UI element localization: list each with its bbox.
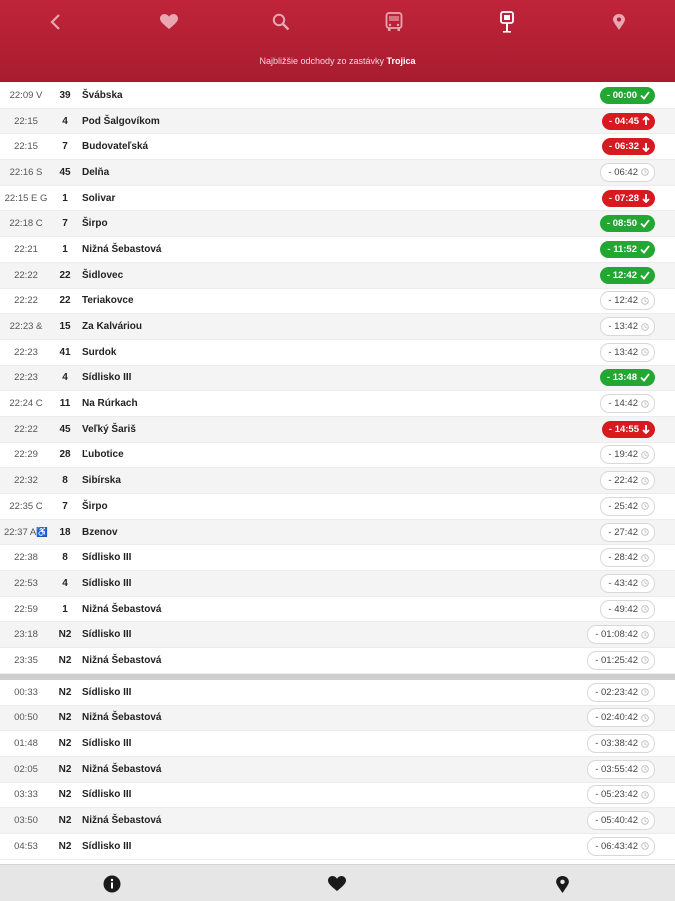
- departure-row[interactable]: [0, 263, 675, 289]
- departure-row[interactable]: [0, 731, 675, 757]
- countdown-badge: [600, 497, 655, 516]
- arrow-up-icon: [642, 116, 650, 126]
- countdown-text: - 05:40:42: [595, 815, 638, 827]
- line-number: 1: [62, 192, 68, 204]
- check-icon: [640, 219, 650, 228]
- countdown-text: - 43:42: [608, 577, 638, 589]
- countdown-text: - 03:55:42: [595, 763, 638, 775]
- clock-icon: [641, 605, 649, 613]
- clock-icon: [641, 842, 649, 850]
- top-nav: [0, 8, 675, 36]
- clock-icon: [641, 528, 649, 536]
- countdown-text: - 06:43:42: [595, 840, 638, 852]
- line-number: 45: [59, 166, 71, 178]
- countdown-text: - 03:38:42: [595, 738, 638, 750]
- departure-time: 04:53: [14, 840, 38, 852]
- countdown-badge: [587, 837, 655, 856]
- departure-row[interactable]: [0, 571, 675, 597]
- departure-row[interactable]: [0, 391, 675, 417]
- departure-row[interactable]: [0, 494, 675, 520]
- countdown-text: - 13:42: [608, 346, 638, 358]
- heart-icon: [160, 14, 178, 30]
- countdown-badge: [600, 523, 655, 542]
- line-number: N2: [58, 763, 72, 775]
- departure-time: 22:38: [14, 552, 38, 564]
- departure-row[interactable]: [0, 520, 675, 546]
- back-button[interactable]: [36, 8, 76, 36]
- clock-icon: [641, 502, 649, 510]
- line-number: 1: [62, 603, 68, 615]
- departure-time: 22:09 V: [9, 89, 43, 101]
- destination: Sídlisko III: [82, 789, 132, 801]
- clock-icon: [641, 688, 649, 696]
- search-icon: [272, 13, 290, 31]
- countdown-text: - 04:45: [608, 115, 639, 127]
- map-tab[interactable]: [552, 874, 572, 894]
- departure-time: 22:15: [14, 115, 38, 127]
- departure-time: 00:33: [14, 686, 38, 698]
- countdown-badge: [600, 574, 655, 593]
- departure-time: 22:53: [14, 577, 38, 589]
- countdown-text: - 27:42: [608, 526, 638, 538]
- destination: Veľký Šariš: [82, 423, 136, 435]
- departure-time: 03:33: [14, 789, 38, 801]
- countdown-badge: [600, 548, 655, 567]
- arrow-down-icon: [642, 142, 650, 152]
- departure-row[interactable]: [0, 109, 675, 135]
- countdown-badge: [587, 708, 655, 727]
- departure-row[interactable]: [0, 314, 675, 340]
- stop-subtitle: [0, 56, 675, 66]
- stops-button[interactable]: [487, 8, 527, 36]
- line-number: 22: [59, 295, 71, 307]
- favorites-button[interactable]: [149, 8, 189, 36]
- subtitle-prefix: Najbližšie odchody zo zastávky: [259, 56, 385, 66]
- line-number: 11: [59, 398, 71, 410]
- departure-time: 22:22: [14, 269, 38, 281]
- countdown-badge: [600, 163, 655, 182]
- countdown-text: - 01:08:42: [595, 629, 638, 641]
- countdown-badge: [600, 87, 655, 104]
- countdown-badge: [600, 471, 655, 490]
- countdown-text: - 22:42: [608, 475, 638, 487]
- departure-row[interactable]: [0, 417, 675, 443]
- departure-time: 22:59: [14, 603, 38, 615]
- countdown-badge: [587, 651, 655, 670]
- departure-row[interactable]: [0, 545, 675, 571]
- destination: Budovateľská: [82, 141, 149, 153]
- location-pin-icon: [613, 14, 625, 30]
- destination: Šidlovec: [82, 269, 124, 281]
- search-button[interactable]: [261, 8, 301, 36]
- destination: Solivar: [82, 192, 116, 204]
- countdown-text: - 49:42: [608, 603, 638, 615]
- destination: Sídlisko III: [82, 738, 132, 750]
- departure-time: 22:23: [14, 346, 38, 358]
- destination: Sídlisko III: [82, 629, 132, 641]
- departure-time: 03:50: [14, 815, 38, 827]
- destination: Ľubotice: [82, 449, 124, 461]
- countdown-text: - 05:23:42: [595, 789, 638, 801]
- arrow-down-icon: [642, 193, 650, 203]
- clock-icon: [641, 297, 649, 305]
- departure-time: 22:15 E G: [4, 192, 48, 204]
- check-icon: [640, 373, 650, 382]
- departure-row[interactable]: [0, 366, 675, 392]
- departure-row[interactable]: [0, 757, 675, 783]
- line-number: N2: [58, 629, 72, 641]
- clock-icon: [641, 656, 649, 664]
- countdown-badge: [587, 785, 655, 804]
- departures-today: [0, 83, 675, 674]
- destination: Teriakovce: [82, 295, 134, 307]
- destination: Nižná Šebastová: [82, 712, 162, 724]
- line-number: N2: [58, 789, 72, 801]
- favorites-tab[interactable]: [327, 874, 347, 894]
- destination: Na Rúrkach: [82, 398, 138, 410]
- departure-row[interactable]: [0, 237, 675, 263]
- countdown-badge: [600, 445, 655, 464]
- departure-row[interactable]: [0, 468, 675, 494]
- destination: Nižná Šebastová: [82, 815, 162, 827]
- departure-row[interactable]: [0, 83, 675, 109]
- countdown-badge: [600, 291, 655, 310]
- countdown-badge: [587, 683, 655, 702]
- departure-time: 01:48: [14, 738, 38, 750]
- departure-time: 23:35: [14, 654, 38, 666]
- line-number: 4: [62, 577, 68, 589]
- departure-time: 23:18: [14, 629, 38, 641]
- departure-time: 22:16 S: [9, 166, 43, 178]
- departure-row[interactable]: [0, 648, 675, 674]
- departure-row[interactable]: [0, 706, 675, 732]
- clock-icon: [641, 554, 649, 562]
- line-number: 18: [59, 526, 71, 538]
- departure-time: 22:21: [14, 243, 38, 255]
- countdown-text: - 11:52: [607, 243, 637, 255]
- destination: Širpo: [82, 500, 108, 512]
- clock-icon: [641, 451, 649, 459]
- countdown-text: - 12:42: [606, 269, 637, 281]
- departure-time: 22:23 &: [9, 321, 43, 333]
- departure-row[interactable]: [0, 622, 675, 648]
- clock-icon: [641, 765, 649, 773]
- clock-icon: [641, 740, 649, 748]
- countdown-text: - 06:42: [608, 166, 638, 178]
- countdown-text: - 13:48: [606, 372, 637, 384]
- line-number: 8: [62, 552, 68, 564]
- line-number: N2: [58, 654, 72, 666]
- countdown-text: - 01:25:42: [595, 654, 638, 666]
- departure-time: 22:22: [14, 423, 38, 435]
- arrow-down-icon: [642, 424, 650, 434]
- clock-icon: [641, 817, 649, 825]
- countdown-text: - 28:42: [608, 552, 638, 564]
- clock-icon: [641, 477, 649, 485]
- info-icon: [103, 875, 121, 893]
- line-number: N2: [58, 738, 72, 750]
- line-number: 7: [62, 500, 68, 512]
- line-number: 22: [59, 269, 71, 281]
- countdown-badge: [600, 317, 655, 336]
- destination: Pod Šalgovíkom: [82, 115, 160, 127]
- destination: Sídlisko III: [82, 686, 132, 698]
- countdown-badge: [602, 421, 655, 438]
- back-icon: [49, 14, 63, 30]
- favorites-icon: [328, 876, 346, 892]
- departure-time: 22:32: [14, 475, 38, 487]
- departure-time: 22:29: [14, 449, 38, 461]
- destination: Sídlisko III: [82, 577, 132, 589]
- check-icon: [640, 91, 650, 100]
- clock-icon: [641, 323, 649, 331]
- departure-time: 00:50: [14, 712, 38, 724]
- line-number: N2: [58, 840, 72, 852]
- departure-time: 22:23: [14, 372, 38, 384]
- destination: Širpo: [82, 218, 108, 230]
- destination: Surdok: [82, 346, 117, 358]
- clock-icon: [641, 791, 649, 799]
- map-button[interactable]: [599, 8, 639, 36]
- destination: Delňa: [82, 166, 110, 178]
- clock-icon: [641, 579, 649, 587]
- departure-row[interactable]: [0, 808, 675, 834]
- countdown-badge: [600, 600, 655, 619]
- countdown-badge: [587, 760, 655, 779]
- departure-row[interactable]: [0, 134, 675, 160]
- line-number: 39: [59, 89, 71, 101]
- countdown-text: - 02:40:42: [595, 712, 638, 724]
- countdown-badge: [587, 734, 655, 753]
- bottom-tabbar: [0, 864, 675, 901]
- destination: Nižná Šebastová: [82, 654, 162, 666]
- departure-time: 02:05: [14, 763, 38, 775]
- line-number: 8: [62, 475, 68, 487]
- departure-row[interactable]: [0, 597, 675, 623]
- countdown-badge: [602, 113, 655, 130]
- departure-row[interactable]: [0, 834, 675, 860]
- line-number: 1: [62, 243, 68, 255]
- countdown-text: - 13:42: [608, 321, 638, 333]
- line-number: 15: [59, 321, 71, 333]
- countdown-text: - 25:42: [608, 500, 638, 512]
- destination: Bzenov: [82, 526, 118, 538]
- countdown-text: - 14:55: [608, 423, 639, 435]
- departure-row[interactable]: [0, 289, 675, 315]
- line-number: 41: [59, 346, 71, 358]
- clock-icon: [641, 400, 649, 408]
- departures-tomorrow: [0, 680, 675, 860]
- countdown-text: - 12:42: [608, 295, 638, 307]
- line-number: N2: [58, 815, 72, 827]
- departure-row[interactable]: [0, 211, 675, 237]
- countdown-text: - 14:42: [608, 398, 638, 410]
- countdown-text: - 19:42: [608, 449, 638, 461]
- countdown-badge: [600, 394, 655, 413]
- countdown-text: - 02:23:42: [595, 686, 638, 698]
- destination: Sídlisko III: [82, 372, 132, 384]
- line-number: 4: [62, 372, 68, 384]
- countdown-text: - 08:50: [606, 218, 637, 230]
- lines-button[interactable]: [374, 8, 414, 36]
- line-number: N2: [58, 712, 72, 724]
- departure-time: 22:22: [14, 295, 38, 307]
- check-icon: [640, 245, 650, 254]
- info-tab[interactable]: [102, 874, 122, 894]
- departure-time: 22:24 C: [9, 398, 43, 410]
- destination: Nižná Šebastová: [82, 763, 162, 775]
- departure-row[interactable]: [0, 186, 675, 212]
- countdown-text: - 07:28: [608, 192, 639, 204]
- stop-name: Trojica: [386, 56, 416, 66]
- destination: Sídlisko III: [82, 552, 132, 564]
- countdown-badge: [602, 190, 655, 207]
- countdown-badge: [602, 138, 655, 155]
- line-number: N2: [58, 686, 72, 698]
- app-header: [0, 0, 675, 82]
- bus-icon: [385, 12, 403, 32]
- destination: Sídlisko III: [82, 840, 132, 852]
- departure-row[interactable]: [0, 680, 675, 706]
- line-number: 7: [62, 141, 68, 153]
- departure-row[interactable]: [0, 443, 675, 469]
- destination: Nižná Šebastová: [82, 243, 162, 255]
- countdown-badge: [600, 241, 655, 258]
- destination: Švábska: [82, 89, 123, 101]
- departure-time: 22:35 C: [9, 500, 43, 512]
- clock-icon: [641, 631, 649, 639]
- departure-row[interactable]: [0, 160, 675, 186]
- clock-icon: [641, 714, 649, 722]
- bus-stop-icon: [500, 11, 514, 33]
- departure-time: 22:37 A♿: [3, 526, 49, 538]
- departure-time: 22:15: [14, 141, 38, 153]
- check-icon: [640, 271, 650, 280]
- departures-list: [0, 83, 675, 860]
- countdown-badge: [600, 267, 655, 284]
- countdown-badge: [587, 625, 655, 644]
- countdown-badge: [600, 369, 655, 386]
- line-number: 45: [59, 423, 71, 435]
- countdown-badge: [600, 343, 655, 362]
- line-number: 28: [59, 449, 71, 461]
- countdown-badge: [600, 215, 655, 232]
- departure-row[interactable]: [0, 783, 675, 809]
- clock-icon: [641, 348, 649, 356]
- destination: Sibírska: [82, 475, 121, 487]
- countdown-text: - 06:32: [608, 141, 639, 153]
- destination: Za Kalváriou: [82, 321, 143, 333]
- departure-row[interactable]: [0, 340, 675, 366]
- destination: Nižná Šebastová: [82, 603, 162, 615]
- line-number: 4: [62, 115, 68, 127]
- departure-time: 22:18 C: [9, 218, 43, 230]
- line-number: 7: [62, 218, 68, 230]
- clock-icon: [641, 168, 649, 176]
- map-pin-icon: [556, 876, 569, 893]
- countdown-badge: [587, 811, 655, 830]
- countdown-text: - 00:00: [606, 89, 637, 101]
